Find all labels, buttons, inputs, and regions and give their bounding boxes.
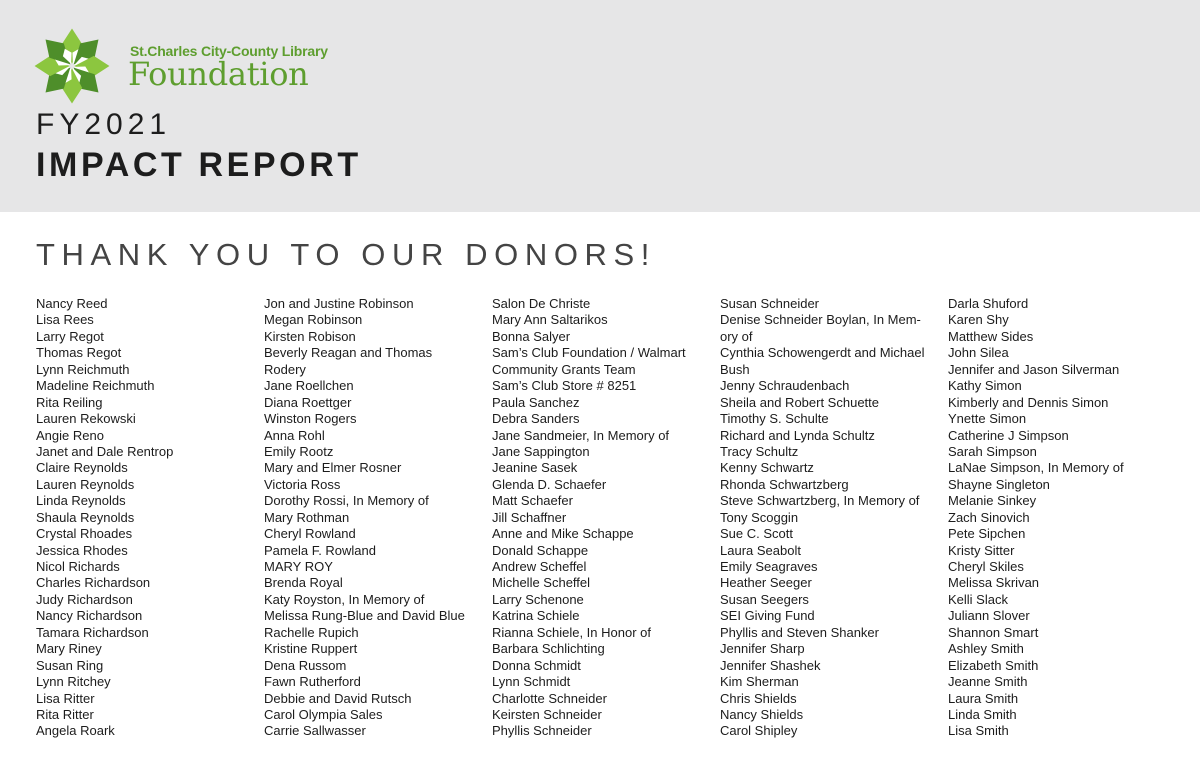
donor-name: Kirsten Robison [264,328,356,344]
donor-name: Chris Shields [720,690,797,706]
donor-name: Kristine Ruppert [264,641,358,657]
donor-name: Nancy Shields [720,706,804,722]
donor-name: Dena Russom [264,657,347,673]
donor-name: Glenda D. Schaefer [492,476,607,492]
donor-name: Kristy Sitter [948,542,1015,558]
donor-name: Pamela F. Rowland [264,542,376,558]
donor-name: Jeanine Sasek [492,460,578,476]
donor-name: Cynthia Schowengerdt and Michael [720,345,925,361]
donor-name: Kathy Simon [948,378,1022,394]
donor-name: Jane Sappington [492,443,590,459]
donor-name: Steve Schwartzberg, In Memory of [720,493,920,509]
donor-name: Emily Seagraves [720,559,818,574]
donor-name: Richard and Lynda Schultz [720,427,875,443]
donor-name: Matt Schaefer [492,493,573,509]
donor-name: Rachelle Rupich [264,624,359,640]
donor-name: Linda Smith [948,706,1017,722]
donor-column-1 [36,296,262,740]
donor-name: Sarah Simpson [948,443,1037,459]
donor-name: Phyllis Schneider [492,723,592,739]
donor-name: Jane Sandmeier, In Memory of [492,427,670,443]
donor-name: Carol Shipley [720,723,798,739]
donor-name: Angie Reno [36,427,104,443]
donor-name: Linda Reynolds [36,493,126,509]
donor-column-5 [948,296,1174,740]
donor-name: Salon De Christe [492,296,591,311]
donor-name: Jane Roellchen [264,378,354,394]
donor-name: Nancy Reed [36,296,108,311]
donor-name: Donald Schappe [492,542,589,558]
donor-name: Diana Roettger [264,394,352,410]
donor-name: Susan Ring [36,657,104,673]
donor-name: Carrie Sallwasser [264,723,366,739]
donor-name: Debra Sanders [492,411,580,427]
donor-name: Rita Ritter [36,706,94,722]
donor-name: Rhonda Schwartzberg [720,476,849,492]
donor-name: Rianna Schiele, In Honor of [492,624,651,640]
donor-name: Zach Sinovich [948,509,1030,525]
library-name: St.Charles City-County Library [130,43,328,59]
donor-name: Shannon Smart [948,624,1039,640]
donor-name: Andrew Scheffel [492,559,587,574]
donor-name: Katrina Schiele [492,608,580,624]
donor-name: Mary Ann Saltarikos [492,312,608,328]
donor-name: Tamara Richardson [36,624,149,640]
donor-name: Crystal Rhoades [36,526,133,542]
donor-column-2 [264,296,490,740]
report-header [0,0,1200,212]
donor-name: Laura Smith [948,690,1019,706]
donor-name: Melanie Sinkey [948,493,1037,509]
donor-name: Larry Regot [36,328,104,344]
donor-name: Madeline Reichmuth [36,378,155,394]
donor-name: Shayne Singleton [948,476,1050,492]
donor-name: Shaula Reynolds [36,509,135,525]
donor-name: Winston Rogers [264,411,357,427]
donor-name: Anne and Mike Schappe [492,526,634,542]
donor-name: Juliann Slover [948,608,1030,624]
donor-name: Tony Scoggin [720,509,799,525]
donor-name: Pete Sipchen [948,526,1026,542]
donor-name: Nancy Richardson [36,608,143,624]
donor-name: Brenda Royal [264,575,343,591]
donor-name: Kim Sherman [720,674,799,690]
donor-name: Donna Schmidt [492,657,581,673]
donor-name: MARY ROY [264,559,333,574]
donor-name: ory of [720,328,753,344]
donor-name: Lauren Reynolds [36,476,135,492]
donor-name: Fawn Rutherford [264,674,361,690]
donor-name: LaNae Simpson, In Memory of [948,460,1124,476]
donor-name: Nicol Richards [36,559,120,574]
donor-name: Mary Rothman [264,509,350,525]
donor-name: Rita Reiling [36,394,103,410]
donor-name: Tracy Schultz [720,443,799,459]
report-title: IMPACT REPORT [36,146,362,184]
donor-name: Community Grants Team [492,361,636,377]
donor-name: Jenny Schraudenbach [720,378,850,394]
donor-name: Michelle Scheffel [492,575,591,591]
donor-name: Ashley Smith [948,641,1024,657]
donor-name: Cheryl Rowland [264,526,356,542]
donor-name: Rodery [264,361,306,377]
donor-name: Catherine J Simpson [948,427,1069,443]
donor-name: Claire Reynolds [36,460,128,476]
donor-name: Jeanne Smith [948,674,1028,690]
donor-name: Beverly Reagan and Thomas [264,345,433,361]
donor-name: Jennifer Shashek [720,657,821,673]
donor-name: Charlotte Schneider [492,690,607,706]
donor-name: SEI Giving Fund [720,608,815,624]
donor-name: Sue C. Scott [720,526,793,542]
donor-name: Melissa Skrivan [948,575,1040,591]
donor-name: Kelli Slack [948,591,1008,607]
donor-name: Carol Olympia Sales [264,706,383,722]
donor-name: Jennifer Sharp [720,641,805,657]
donor-name: Jennifer and Jason Silverman [948,361,1120,377]
donor-name: Susan Seegers [720,591,809,607]
donor-name: Barbara Schlichting [492,641,605,657]
donor-name: Larry Schenone [492,591,584,607]
donor-name: John Silea [948,345,1009,361]
donor-name: Jon and Justine Robinson [264,296,414,311]
donor-name: Elizabeth Smith [948,657,1039,673]
donor-name: Keirsten Schneider [492,706,602,722]
donor-name: Sam’s Club Store # 8251 [492,378,637,394]
donor-name: Sam’s Club Foundation / Walmart [492,345,686,361]
donor-name: Anna Rohl [264,427,325,443]
donor-name: Jessica Rhodes [36,542,128,558]
donor-name: Cheryl Skiles [948,559,1024,574]
donor-name: Lauren Rekowski [36,411,136,427]
donor-column-4 [720,296,946,740]
section-title: THANK YOU TO OUR DONORS! [36,237,657,272]
donor-name: Matthew Sides [948,328,1034,344]
donor-name: Lisa Smith [948,723,1009,739]
donor-name: Lynn Schmidt [492,674,571,690]
donor-column-3 [492,296,718,740]
donor-name: Dorothy Rossi, In Memory of [264,493,429,509]
donor-name: Lynn Reichmuth [36,361,130,377]
donor-name: Bush [720,361,750,377]
donor-name: Melissa Rung-Blue and David Blue [264,608,465,624]
donor-name: Mary Riney [36,641,102,657]
donor-name: Debbie and David Rutsch [264,690,412,706]
donor-name: Charles Richardson [36,575,151,591]
fiscal-year: FY2021 [36,108,172,141]
donor-name: Thomas Regot [36,345,122,361]
donor-name: Bonna Salyer [492,328,571,344]
donor-name: Victoria Ross [264,476,341,492]
donor-name: Ynette Simon [948,411,1027,427]
foundation-star-logo-icon [33,27,111,105]
donor-name: Lisa Ritter [36,690,95,706]
donor-name: Timothy S. Schulte [720,411,829,427]
donor-name: Mary and Elmer Rosner [264,460,402,476]
donor-name: Megan Robinson [264,312,363,328]
donor-name: Heather Seeger [720,575,812,591]
donor-name: Darla Shuford [948,296,1029,311]
foundation-name: Foundation [128,55,309,93]
donor-name: Kimberly and Dennis Simon [948,394,1109,410]
donor-name: Karen Shy [948,312,1009,328]
donor-name: Lynn Ritchey [36,674,111,690]
donor-name: Lisa Rees [36,312,94,328]
donor-name: Laura Seabolt [720,542,801,558]
donor-name: Denise Schneider Boylan, In Mem- [720,312,921,328]
donor-list [36,296,1186,756]
donor-name: Judy Richardson [36,591,133,607]
donor-name: Katy Royston, In Memory of [264,591,425,607]
donor-name: Emily Rootz [264,443,334,459]
donor-name: Janet and Dale Rentrop [36,443,174,459]
donor-name: Kenny Schwartz [720,460,814,476]
donor-name: Phyllis and Steven Shanker [720,624,879,640]
donor-name: Angela Roark [36,723,115,739]
donor-name: Susan Schneider [720,296,820,311]
donor-name: Sheila and Robert Schuette [720,394,879,410]
donor-name: Jill Schaffner [492,509,567,525]
donor-name: Paula Sanchez [492,394,580,410]
